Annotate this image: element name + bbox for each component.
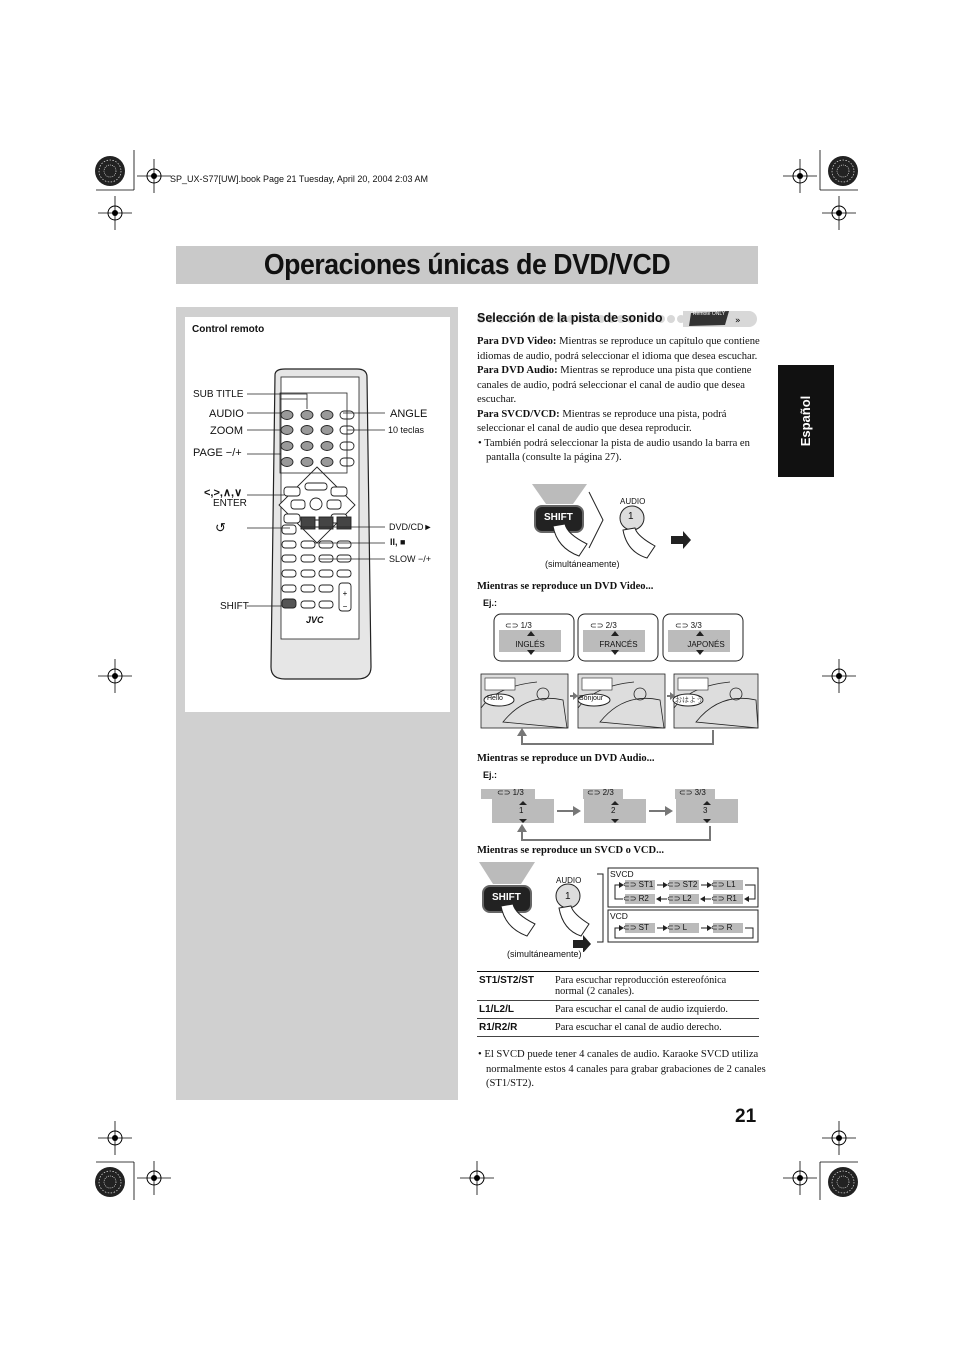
label-cursor-arrows: <,>,∧,∨ — [204, 487, 243, 499]
crosshair-icon — [137, 1161, 171, 1195]
crosshair-icon — [98, 196, 132, 230]
vcd-l: ⊂⊃ L — [667, 923, 688, 932]
crosshair-icon — [98, 659, 132, 693]
svcd-l1: ⊂⊃ L1 — [711, 880, 736, 889]
svcd-audio-key-number: 1 — [565, 891, 571, 902]
paragraph-dvd-audio: Para DVD Audio: Mientras se reproduce una pista que contiene canales de audio, podrá seleccionar el canal de audio que desea escuchar. — [477, 365, 752, 405]
svcd-label: SVCD — [610, 869, 634, 879]
remote-only-badge: Remote ONLY — [692, 311, 726, 317]
dvd-audio-value-3: 3 — [703, 806, 708, 815]
language-tab — [778, 365, 834, 477]
table-row: L1/L2/L Para escuchar el canal de audio izquierdo. — [477, 1001, 759, 1019]
label-pause-stop: II, ■ — [390, 537, 406, 547]
dvd-audio-example: Ej.: — [483, 770, 498, 780]
label-audio: AUDIO — [209, 408, 244, 420]
crosshair-icon — [822, 659, 856, 693]
table-row: ST1/ST2/ST Para escuchar reproducción estereofónica normal (2 canales). — [477, 972, 759, 1001]
dvd-video-track-1: ⊂⊃ 1/3 — [505, 621, 532, 630]
dvd-video-lang-1: INGLÉS — [515, 640, 545, 649]
crosshair-icon — [98, 1121, 132, 1155]
svcd-r1: ⊂⊃ R1 — [711, 894, 737, 903]
dvd-audio-value-2: 2 — [611, 806, 616, 815]
dvd-video-track-2: ⊂⊃ 2/3 — [590, 621, 617, 630]
vcd-label: VCD — [610, 911, 628, 921]
dvd-video-lang-2: FRANCÉS — [599, 640, 638, 649]
svcd-st1: ⊂⊃ ST1 — [623, 880, 654, 889]
label-ten-keys: 10 teclas — [388, 425, 425, 435]
speech-bubble-1: Hello — [487, 695, 503, 702]
crosshair-icon — [460, 1161, 494, 1195]
dvd-audio-track-1: ⊂⊃ 1/3 — [497, 788, 524, 797]
jvc-logo: JVC — [306, 615, 324, 625]
svcd-shift-key-label: SHIFT — [492, 892, 521, 903]
svcd-audio-key-label: AUDIO — [556, 876, 582, 885]
page-title: Operaciones únicas de DVD/VCD — [263, 249, 671, 281]
label-zoom: ZOOM — [210, 425, 243, 437]
remote-heading: Control remoto — [192, 324, 265, 335]
dvd-audio-track-3: ⊂⊃ 3/3 — [679, 788, 706, 797]
vcd-r: ⊂⊃ R — [711, 923, 733, 932]
speech-bubble-3: おはよう — [675, 697, 703, 704]
dvd-video-track-3: ⊂⊃ 3/3 — [675, 621, 702, 630]
dvd-audio-value-1: 1 — [519, 806, 524, 815]
return-icon: ↺ — [215, 520, 226, 535]
shift-audio-illustration — [527, 484, 697, 564]
svcd-r2: ⊂⊃ R2 — [623, 894, 649, 903]
crosshair-icon — [783, 1161, 817, 1195]
crosshair-icon — [783, 159, 817, 193]
shift-key-label: SHIFT — [544, 512, 573, 523]
svg-text:»: » — [735, 316, 741, 326]
crosshair-icon — [822, 1121, 856, 1155]
paragraph-svcd-vcd: Para SVCD/VCD: Mientras se reproduce una pista, podrá seleccionar el canal de audio que desea reproducir. — [477, 408, 727, 434]
label-page: PAGE −/+ — [193, 447, 242, 459]
speech-bubble-2: Bonjour — [579, 695, 604, 702]
label-shift: SHIFT — [220, 601, 249, 612]
dvd-video-example: Ej.: — [483, 598, 498, 608]
audio-key-label: AUDIO — [620, 497, 646, 506]
crosshair-icon — [137, 159, 171, 193]
svcd-st2: ⊂⊃ ST2 — [667, 880, 698, 889]
print-header: SP_UX-S77[UW].book Page 21 Tuesday, April 20, 2004 2:03 AM — [170, 174, 428, 184]
dvd-audio-track-2: ⊂⊃ 2/3 — [587, 788, 614, 797]
svcd-simultaneous-label: (simultáneamente) — [507, 949, 582, 959]
svcd-l2: ⊂⊃ L2 — [667, 894, 692, 903]
svcd-heading: Mientras se reproduce un SVCD o VCD... — [477, 845, 664, 856]
table-row: R1/R2/R Para escuchar el canal de audio derecho. — [477, 1019, 759, 1037]
svcd-footnote: • El SVCD puede tener 4 canales de audio. Karaoke SVCD utiliza normalmente estos 4 canales para grabar grabaciones de 2 canales (ST1/ST2). — [478, 1049, 766, 1089]
intro-text — [477, 335, 761, 466]
audio-key-number: 1 — [628, 511, 634, 522]
label-sub-title: SUB TITLE — [193, 389, 244, 400]
crosshair-icon — [822, 196, 856, 230]
simultaneous-label: (simultáneamente) — [545, 559, 620, 569]
page-number: 21 — [735, 1106, 757, 1127]
bullet-onscreen-bar: • También podrá seleccionar la pista de audio usando la barra en pantalla (consulte la página 27). — [478, 437, 750, 463]
svg-text:+: + — [342, 589, 348, 598]
dvd-video-heading: Mientras se reproduce un DVD Video... — [477, 581, 654, 592]
language-tab-label: Español — [798, 395, 813, 447]
remote-diagram — [185, 317, 450, 712]
star-target-icon — [828, 1167, 858, 1197]
section-title: Selección de la pista de sonido — [477, 311, 663, 325]
star-target-icon — [828, 156, 858, 186]
vcd-st: ⊂⊃ ST — [623, 923, 649, 932]
label-dvd-cd: DVD/CD► — [389, 522, 433, 532]
svg-text:−: − — [342, 602, 348, 611]
channel-legend-table — [477, 971, 759, 1037]
star-target-icon — [95, 156, 125, 186]
label-angle: ANGLE — [390, 408, 428, 420]
label-slow: SLOW −/+ — [389, 554, 432, 564]
star-target-icon — [95, 1167, 125, 1197]
paragraph-dvd-video: Para DVD Video: Mientras se reproduce un capítulo que contiene idiomas de audio, podrá seleccionar el idioma que desea escuchar. — [477, 336, 760, 362]
label-enter: ENTER — [213, 498, 247, 509]
dvd-audio-heading: Mientras se reproduce un DVD Audio... — [477, 753, 655, 764]
dvd-video-diagram — [477, 612, 761, 752]
dvd-video-lang-3: JAPONÉS — [687, 640, 725, 649]
